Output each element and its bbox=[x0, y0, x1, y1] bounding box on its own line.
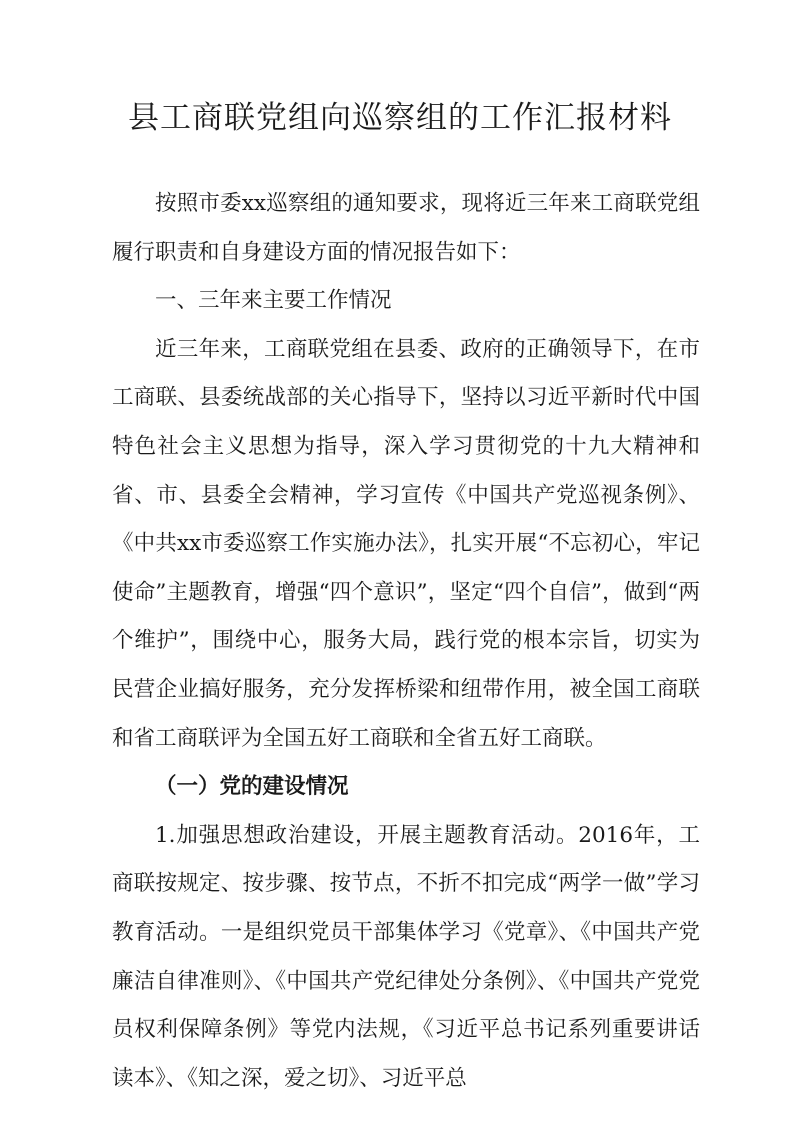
intro-paragraph: 按照市委xx巡察组的通知要求，现将近三年来工商联党组履行职责和自身建设方面的情况报告如下： bbox=[112, 191, 700, 265]
item-paragraph: 1.加强思想政治建设，开展主题教育活动。2016年，工商联按规定、按步骤、按节点，不折不扣完成“两学一做”学习教育活动。一是组织党员干部集体学习《党章》、《中国共产党廉洁自律准则》、《中国共产党纪律处分条例》、《中国共产党党员权利保障条例》等党内法规，《习近平总书记系列重要讲话读本》、《知之深，爱之切》、习近平总 bbox=[112, 822, 700, 1091]
section-paragraph: 近三年来，工商联党组在县委、政府的正确领导下，在市工商联、县委统战部的关心指导下，坚持以习近平新时代中国特色社会主义思想为指导，深入学习贯彻党的十九大精神和省、市、县委全会精神，学习宣传《中国共产党巡视条例》、《中共xx市委巡察工作实施办法》，扎实开展“不忘初心，牢记使命”主题教育，增强“四个意识”，坚定“四个自信”，做到“两个维护”，围绕中心，服务大局，践行党的根本宗旨，切实为民营企业搞好服务，充分发挥桥梁和纽带作用，被全国工商联和省工商联评为全国五好工商联和全省五好工商联。 bbox=[112, 336, 700, 751]
document-title: 县工商联党组向巡察组的工作汇报材料 bbox=[128, 100, 672, 136]
subsection-heading: （一）党的建设情况 bbox=[155, 774, 349, 800]
document-body bbox=[112, 180, 700, 1103]
section-heading: 一、三年来主要工作情况 bbox=[155, 288, 392, 314]
